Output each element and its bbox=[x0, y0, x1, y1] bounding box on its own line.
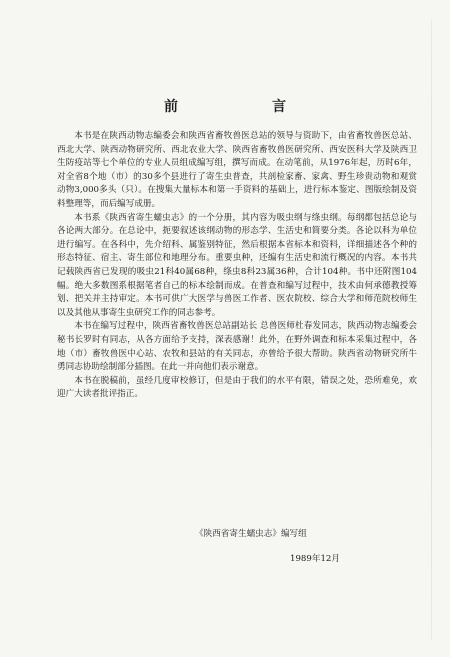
paragraph-2: 本书系《陕西省寄生蠕虫志》的一个分册，其内容为吸虫纲与绦虫纲。每纲都包括总论与各论两大部分。在总论中，扼要叙述该纲动物的形态学、生活史和简要分类。各论以科为单位进行编写。在各科中，先介绍科、属鉴别特征，然后根据本省标本和资料，详细描述各个种的形态特征、宿主、寄生部位和地理分布。重要虫种，还编有生活史和流行概况的内容。本书共记载陕西省已发现的吸虫21科40属68种，绦虫8科23属36种，合计104种。书中还附图104幅。绝大多数图系根据笔者自己的标本绘制而成。在普查和编写过程中，技术由何承德教授筹划、把关并主持审定。本书可供广大医学与兽医工作者、医农院校、综合大学和师范院校师生以及其他从事寄生虫研究工作的同志参考。 bbox=[57, 212, 417, 318]
paragraph-3: 本书在编写过程中，陕西省畜牧兽医总站副站长 总兽医师杜春发同志，陕西动物志编委会秘书长罗时有同志，从各方面给予支持，深表感谢！此外，在野外调查和标本采集过程中，各地（市）畜牧兽医中心站、农牧和县站的有关同志，亦曾给予很大帮助。陕西省动物研究所牛勇同志协助绘制部分插图。在此一并向他们表示谢意。 bbox=[57, 321, 417, 373]
paragraph-1: 本书是在陕西动物志编委会和陕西省畜牧兽医总站的领导与资助下，由省畜牧兽医总站、西北大学、陕西动物研究所、西北农业大学、陕西省畜牧兽医研究所、西安医科大学及陕西卫生防疫站等七个单位的专业人员组成编写组，撰写而成。在动笔前，从1976年起，历时6年，对全省8个地（市）的30多个县进行了寄生虫普查，共剖检家畜、家禽、野生珍贵动物和观赏动物3,000多头（只）。在搜集大量标本和第一手资料的基础上，进行标本鉴定、图版绘制及资料整理等，而后编写成册。 bbox=[57, 131, 417, 209]
author-signature: 《陕西省寄生蠕虫志》编写组 bbox=[195, 529, 307, 539]
paragraph-4: 本书在脱稿前，虽经几度审校修订，但是由于我们的水平有限，错误之处，恐所难免，欢迎广大读者批评指正。 bbox=[57, 375, 417, 400]
document-date: 1989年12月 bbox=[290, 554, 340, 564]
page-title: 前 言 bbox=[164, 99, 308, 115]
preface-body bbox=[57, 130, 417, 402]
